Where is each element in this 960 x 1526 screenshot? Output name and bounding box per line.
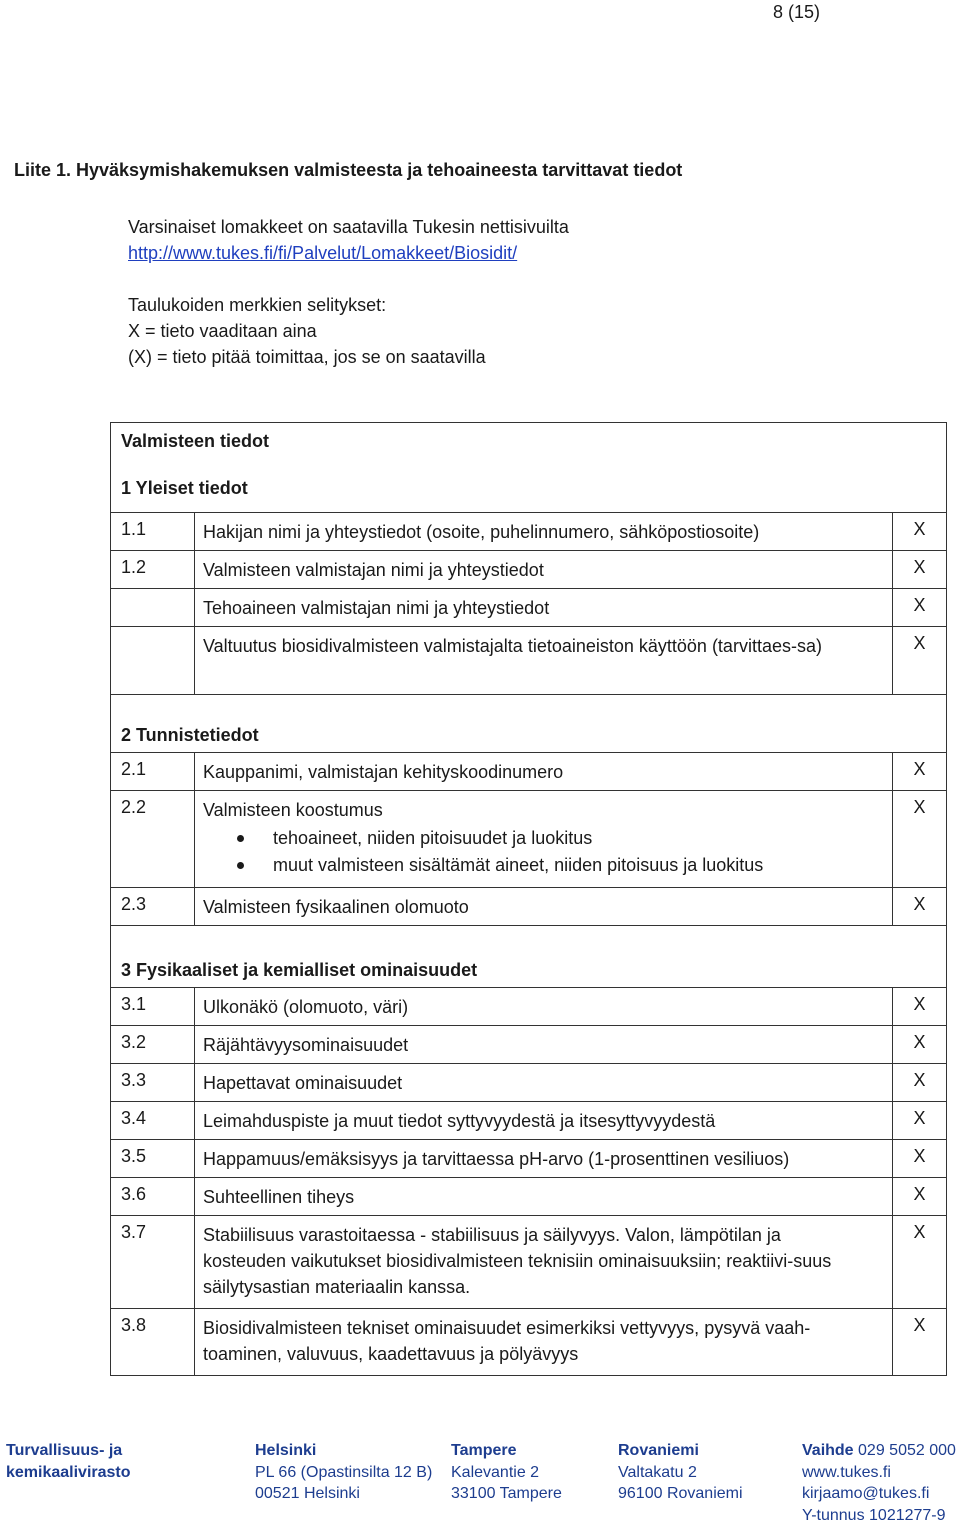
row-text: Ulkonäkö (olomuoto, väri) (195, 988, 893, 1026)
table-row (111, 1216, 947, 1309)
row-mark: X (892, 513, 946, 551)
footer-helsinki (255, 1440, 432, 1505)
table-row (111, 513, 947, 551)
row-number: 3.4 (111, 1102, 195, 1140)
row-number: 3.8 (111, 1309, 195, 1376)
agency-name-line2: kemikaalivirasto (6, 1463, 131, 1481)
row-text: Valmisteen fysikaalinen olomuoto (195, 888, 893, 926)
email-link[interactable]: kirjaamo@tukes.fi (802, 1485, 930, 1502)
office-city: Helsinki (255, 1442, 317, 1459)
list-item: tehoaineet, niiden pitoisuudet ja luokitus (273, 825, 884, 852)
office-address: PL 66 (Opastinsilta 12 B) (255, 1463, 433, 1481)
legend-x: X = tieto vaaditaan aina (128, 321, 317, 341)
row-text: Happamuus/emäksisyys ja tarvittaessa pH-arvo (1-prosenttinen vesiliuos) (195, 1140, 893, 1178)
row-text: Tehoaineen valmistajan nimi ja yhteystiedot (195, 589, 893, 627)
list-item: muut valmisteen sisältämät aineet, niiden pitoisuus ja luokitus (273, 852, 884, 879)
switchboard: Vaihde 029 5052 000 (802, 1442, 956, 1459)
row-text-block (195, 791, 893, 888)
legend-paren-x: (X) = tieto pitää toimittaa, jos se on saatavilla (128, 347, 486, 367)
office-postcode: 33100 Tampere (451, 1485, 562, 1502)
table-row (111, 551, 947, 589)
table-row (111, 1064, 947, 1102)
row-number: 3.2 (111, 1026, 195, 1064)
row-mark: X (892, 753, 946, 791)
row-mark: X (892, 1064, 946, 1102)
row-number: 2.2 (111, 791, 195, 888)
row-mark: X (892, 627, 946, 695)
row-text: Kauppanimi, valmistajan kehityskoodinumero (195, 753, 893, 791)
table-row (111, 1140, 947, 1178)
row-text: Hakijan nimi ja yhteystiedot (osoite, puhelinnumero, sähköpostiosoite) (195, 513, 893, 551)
table-row (111, 791, 947, 888)
office-city: Rovaniemi (618, 1442, 699, 1459)
table-row (111, 1178, 947, 1216)
agency-name-line1: Turvallisuus- ja (6, 1442, 123, 1459)
row-number: 1.1 (111, 513, 195, 551)
table-row (111, 1102, 947, 1140)
office-postcode: 96100 Rovaniemi (618, 1485, 743, 1502)
legend-title: Taulukoiden merkkien selitykset: (128, 295, 387, 315)
row-mark: X (892, 551, 946, 589)
row-number: 3.6 (111, 1178, 195, 1216)
row-mark: X (892, 1026, 946, 1064)
row-mark: X (892, 888, 946, 926)
row-text: Hapettavat ominaisuudet (195, 1064, 893, 1102)
row-text: Biosidivalmisteen tekniset ominaisuudet esimerkiksi vettyvyys, pysyvä vaah-toaminen, valuvuus, kaadettavuus ja pölyävyys (195, 1309, 893, 1376)
footer-rovaniemi (618, 1440, 743, 1505)
row-number: 3.5 (111, 1140, 195, 1178)
section-2-title: 2 Tunnistetiedot (111, 695, 947, 753)
row-mark: X (892, 1178, 946, 1216)
forms-link[interactable]: http://www.tukes.fi/fi/Palvelut/Lomakkeet/Biosidit/ (128, 243, 518, 263)
row-number: 1.2 (111, 551, 195, 589)
row-number (111, 627, 195, 695)
table-row (111, 888, 947, 926)
page-title: Liite 1. Hyväksymishakemuksen valmisteesta ja tehoaineesta tarvittavat tiedot (14, 160, 683, 180)
table-row (111, 627, 947, 695)
row-mark: X (892, 1216, 946, 1309)
page-number: 8 (15) (772, 2, 820, 22)
row-text: Valmisteen valmistajan nimi ja yhteystiedot (195, 551, 893, 589)
row-number: 2.1 (111, 753, 195, 791)
table-row (111, 1309, 947, 1376)
office-address: Kalevantie 2 (451, 1463, 540, 1481)
row-mark: X (892, 589, 946, 627)
row-mark: X (892, 1309, 946, 1376)
business-id: Y-tunnus 1021277-9 (802, 1506, 946, 1524)
row-text: Stabiilisuus varastoitaessa - stabiilisuus ja säilyvyys. Valon, lämpötilan ja kosteuden vaikutukset biosidivalmisteen teknisiin ominaisuuksiin; reaktiivi-suus säilytysastian materiaalin kanssa. (195, 1216, 893, 1309)
table-heading: Valmisteen tiedot (121, 431, 270, 451)
row-mark: X (892, 791, 946, 888)
intro-text: Varsinaiset lomakkeet on saatavilla Tukesin nettisivuilta (128, 217, 569, 237)
row-text: Valtuutus biosidivalmisteen valmistajalta tietoaineiston käyttöön (tarvittaes-sa) (195, 627, 893, 695)
section-3-title: 3 Fysikaaliset ja kemialliset ominaisuudet (111, 926, 947, 988)
row-mark: X (892, 988, 946, 1026)
footer-contact (802, 1440, 956, 1526)
office-city: Tampere (451, 1442, 517, 1459)
website-link[interactable]: www.tukes.fi (802, 1463, 891, 1481)
row-number: 3.7 (111, 1216, 195, 1309)
footer-agency (6, 1440, 131, 1483)
office-address: Valtakatu 2 (618, 1463, 697, 1481)
row-text: Suhteellinen tiheys (195, 1178, 893, 1216)
table-row (111, 1026, 947, 1064)
row-number (111, 589, 195, 627)
section-header-valmisteen-tiedot (111, 423, 947, 513)
row-number: 3.1 (111, 988, 195, 1026)
table-row (111, 988, 947, 1026)
table-row (111, 589, 947, 627)
requirements-table (110, 422, 947, 1376)
row-mark: X (892, 1102, 946, 1140)
composition-list (203, 825, 884, 879)
row-text: Leimahduspiste ja muut tiedot syttyvyydestä ja itsesyttyvyydestä (195, 1102, 893, 1140)
footer-tampere (451, 1440, 562, 1505)
row-number: 2.3 (111, 888, 195, 926)
row-text: Räjähtävyysominaisuudet (195, 1026, 893, 1064)
row-number: 3.3 (111, 1064, 195, 1102)
row-mark: X (892, 1140, 946, 1178)
table-row (111, 753, 947, 791)
row-text: Valmisteen koostumus (203, 800, 383, 820)
section-1-title: 1 Yleiset tiedot (121, 478, 248, 498)
office-postcode: 00521 Helsinki (255, 1485, 360, 1502)
